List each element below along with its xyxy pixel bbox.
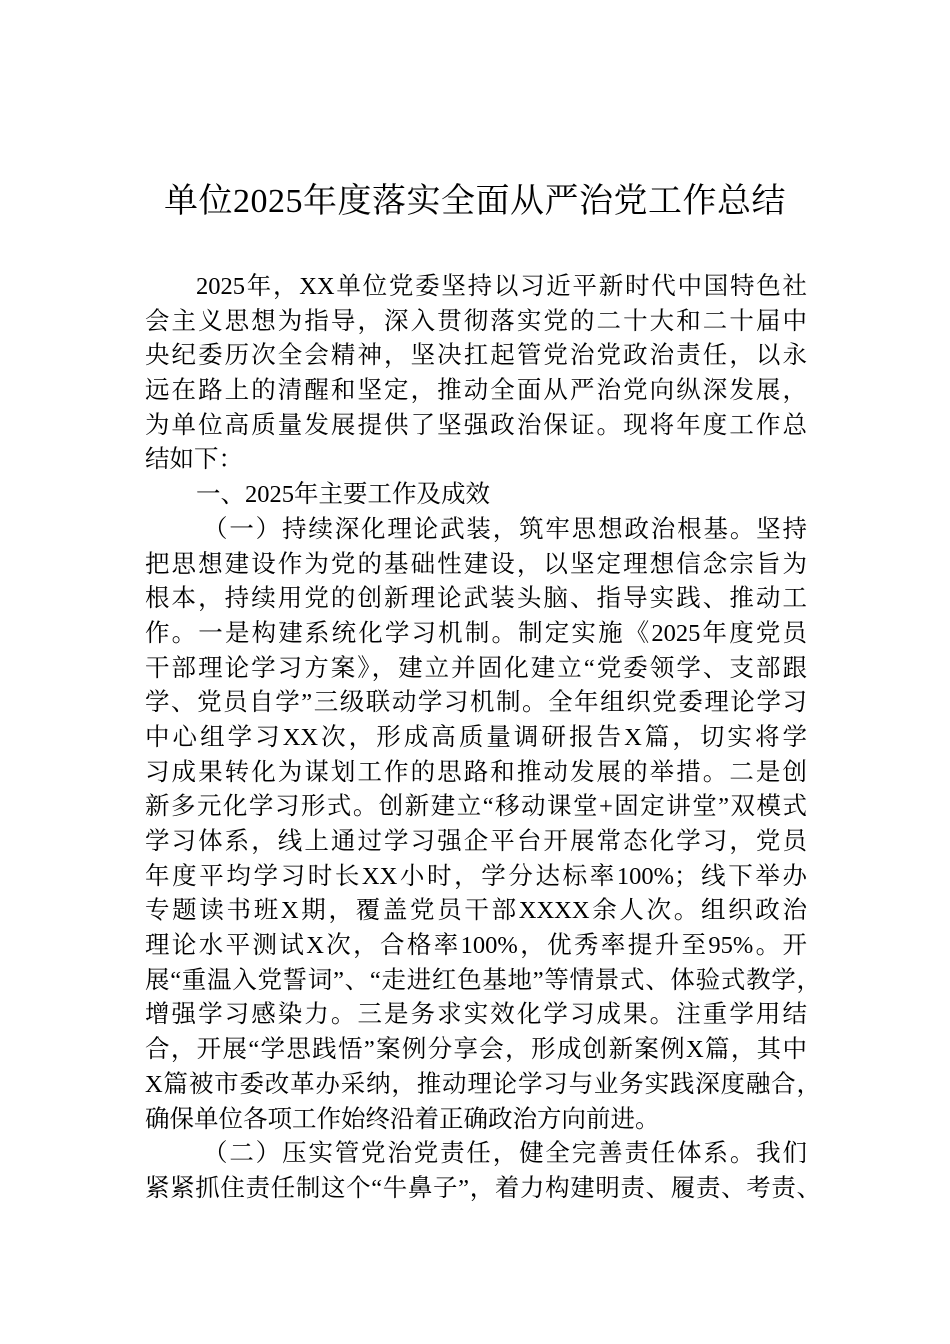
- document-body: [145, 270, 821, 1207]
- document-title: 单位2025年度落实全面从严治党工作总结: [164, 183, 786, 220]
- paragraph-line: 干部理论学习方案》，建立并固化建立“党委领学、支部跟: [145, 654, 807, 682]
- paragraph-line: 习成果转化为谋划工作的思路和推动发展的举措。二是创: [145, 758, 807, 786]
- paragraph-line: 理论水平测试X次，合格率100%，优秀率提升至95%。开: [145, 932, 807, 960]
- paragraph-line: 2025年，XX单位党委坚持以习近平新时代中国特色社: [196, 273, 807, 300]
- section-heading: 一、2025年主要工作及成效: [196, 481, 490, 509]
- paragraph-line: 增强学习感染力。三是务求实效化学习成果。注重学用结: [145, 1001, 807, 1029]
- paragraph-line: 央纪委历次全会精神，坚决扛起管党治党政治责任，以永: [145, 342, 807, 370]
- paragraph-line: 会主义思想为指导，深入贯彻落实党的二十大和二十届中: [145, 307, 807, 335]
- paragraph-line: 专题读书班X期，覆盖党员干部XXXX余人次。组织政治: [145, 897, 807, 925]
- paragraph-line: 结如下：: [145, 446, 243, 474]
- paragraph-line: 为单位高质量发展提供了坚强政治保证。现将年度工作总: [145, 411, 807, 439]
- subsection-heading-line: （二）压实管党治党责任，健全完善责任体系。我们: [203, 1140, 807, 1168]
- paragraph-line: 合，开展“学思践悟”案例分享会，形成创新案例X篇，其中: [145, 1036, 807, 1064]
- paragraph-line: 确保单位各项工作始终沿着正确政治方向前进。: [145, 1105, 660, 1133]
- paragraph-line: 把思想建设作为党的基础性建设，以坚定理想信念宗旨为: [145, 550, 807, 578]
- paragraph-line: X篇被市委改革办采纳，推动理论学习与业务实践深度融合，: [145, 1070, 821, 1098]
- paragraph-line: 新多元化学习形式。创新建立“移动课堂+固定讲堂”双模式: [145, 793, 807, 821]
- paragraph-line: 学、党员自学”三级联动学习机制。全年组织党委理论学习: [145, 689, 807, 717]
- paragraph-line: 中心组学习XX次，形成高质量调研报告X篇，切实将学: [145, 723, 807, 751]
- paragraph-line: 学习体系，线上通过学习强企平台开展常态化学习，党员: [145, 828, 807, 855]
- paragraph-line: 作。一是构建系统化学习机制。制定实施《2025年度党员: [145, 619, 807, 647]
- paragraph-line: 根本，持续用党的创新理论武装头脑、指导实践、推动工: [145, 585, 807, 613]
- paragraph-line: 紧紧抓住责任制这个“牛鼻子”，着力构建明责、履责、考责、: [145, 1174, 821, 1202]
- paragraph-line: 年度平均学习时长XX小时，学分达标率100%；线下举办: [145, 862, 807, 890]
- paragraph-line: 展“重温入党誓词”、“走进红色基地”等情景式、体验式教学，: [145, 966, 821, 994]
- paragraph-line: 远在路上的清醒和坚定，推动全面从严治党向纵深发展，: [145, 377, 807, 405]
- subsection-heading-line: （一）持续深化理论武装，筑牢思想政治根基。坚持: [203, 515, 807, 543]
